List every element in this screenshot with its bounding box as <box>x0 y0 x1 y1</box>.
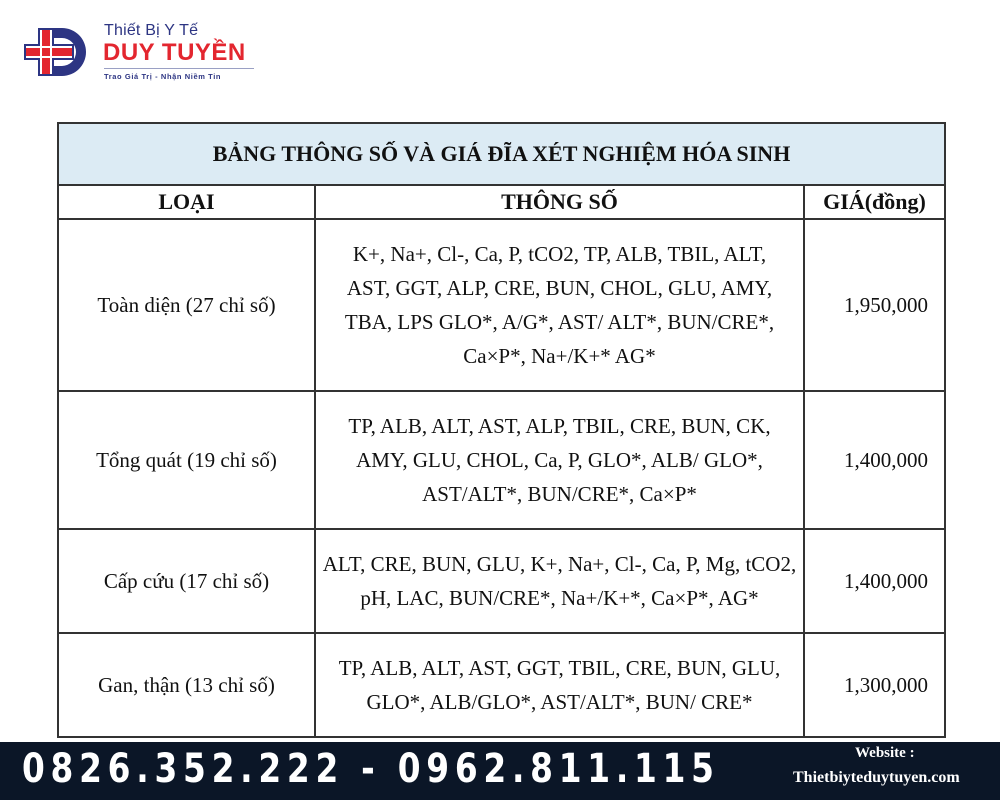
row-price: 1,950,000 <box>804 219 945 391</box>
logo-tagline: Trao Giá Trị - Nhận Niềm Tin <box>104 72 222 81</box>
website-label: Website : <box>855 745 915 761</box>
table-row <box>58 391 945 529</box>
hotline-numbers[interactable]: 0826.352.222 - 0962.811.115 <box>22 746 720 792</box>
column-header-params: THÔNG SỐ <box>315 185 804 219</box>
contact-footer-banner <box>0 742 1000 800</box>
table-row <box>58 633 945 737</box>
table-title: BẢNG THÔNG SỐ VÀ GIÁ ĐĨA XÉT NGHIỆM HÓA SINH <box>58 123 945 185</box>
row-type: Gan, thận (13 chỉ số) <box>58 633 315 737</box>
row-price: 1,400,000 <box>804 529 945 633</box>
row-price: 1,400,000 <box>804 391 945 529</box>
row-params: TP, ALB, ALT, AST, ALP, TBIL, CRE, BUN, CK, AMY, GLU, CHOL, Ca, P, GLO*, ALB/ GLO*, AST/ALT*, BUN/CRE*, Ca×P* <box>315 391 804 529</box>
row-price: 1,300,000 <box>804 633 945 737</box>
logo-brand-name: DUY TUYỀN <box>103 39 246 66</box>
row-type: Toàn diện (27 chỉ số) <box>58 219 315 391</box>
company-logo <box>20 22 260 84</box>
table-row <box>58 529 945 633</box>
website-link[interactable]: Thietbiyteduytuyen.com <box>793 769 960 786</box>
medical-cross-logo-icon <box>22 26 86 78</box>
column-header-type: LOẠI <box>58 185 315 219</box>
row-params: ALT, CRE, BUN, GLU, K+, Na+, Cl-, Ca, P, Mg, tCO2, pH, LAC, BUN/CRE*, Na+/K+*, Ca×P*, AG* <box>315 529 804 633</box>
table-row <box>58 219 945 391</box>
row-type: Tổng quát (19 chỉ số) <box>58 391 315 529</box>
price-spec-table <box>57 122 946 738</box>
logo-divider <box>104 68 254 69</box>
row-type: Cấp cứu (17 chỉ số) <box>58 529 315 633</box>
logo-top-text: Thiết Bị Y Tế <box>104 22 199 39</box>
row-params: TP, ALB, ALT, AST, GGT, TBIL, CRE, BUN, GLU, GLO*, ALB/GLO*, AST/ALT*, BUN/ CRE* <box>315 633 804 737</box>
column-header-price: GIÁ(đồng) <box>804 185 945 219</box>
row-params: K+, Na+, Cl-, Ca, P, tCO2, TP, ALB, TBIL, ALT, AST, GGT, ALP, CRE, BUN, CHOL, GLU, AMY, TBA, LPS GLO*, A/G*, AST/ ALT*, BUN/CRE*, Ca×P*, Na+/K+* AG* <box>315 219 804 391</box>
